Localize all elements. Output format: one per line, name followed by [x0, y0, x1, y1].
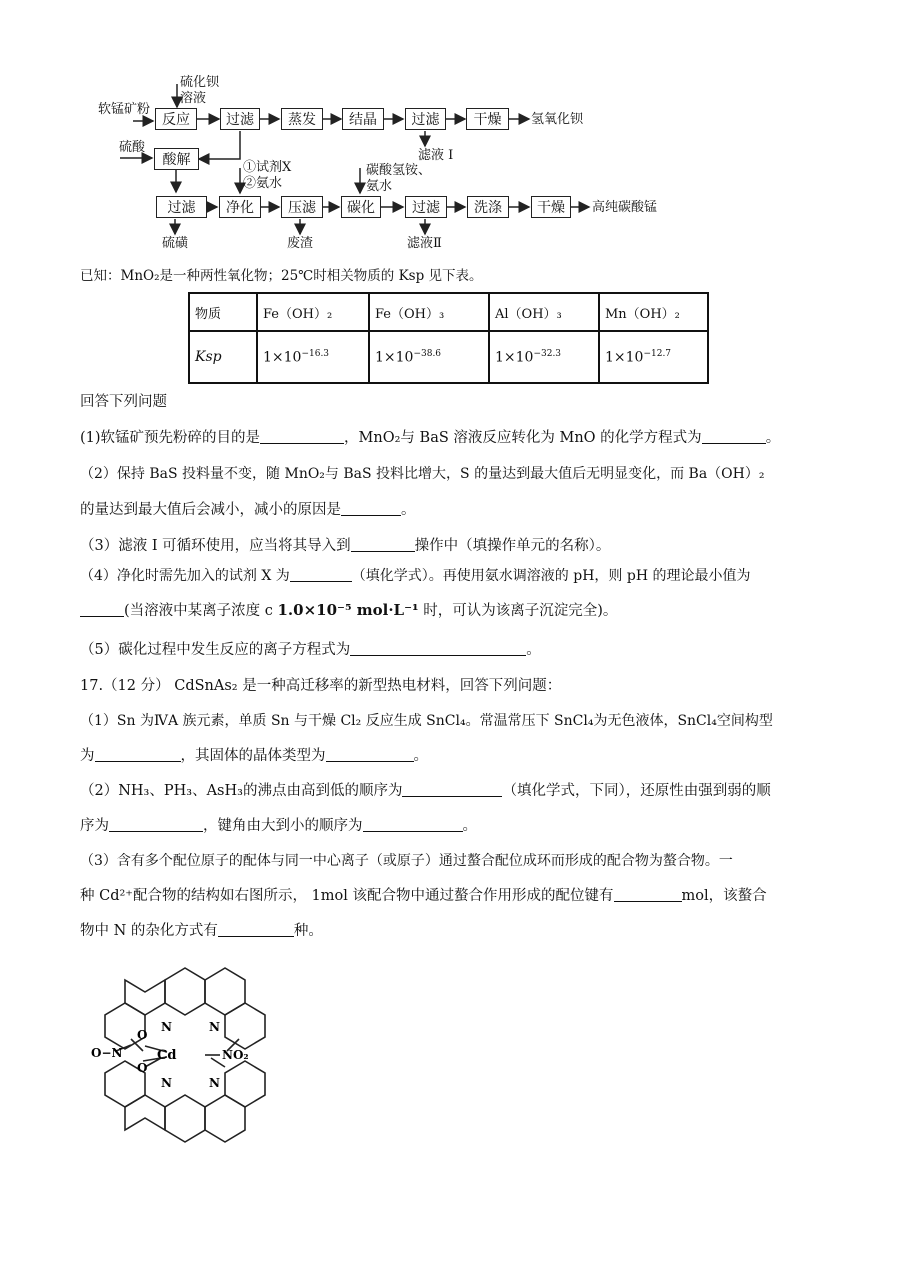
- q17-part3-line1: （3）含有多个配位原子的配体与同一中心离子（或原子）通过螯合配位成环而形成的配合物为螯合物。一: [80, 853, 733, 869]
- ksp-feoh3: $1\times 10^{-38.6}$: [369, 331, 489, 383]
- product-mnco3: 高纯碳酸锰: [592, 200, 658, 215]
- step-react: 反应: [155, 108, 197, 130]
- output-filtrate-2: 滤液Ⅱ: [407, 236, 442, 251]
- q17-part3-line3: 物中 N 的杂化方式有 种。: [80, 923, 323, 939]
- step-crystallize: 结晶: [342, 108, 384, 130]
- q16-part5: （5）碳化过程中发生反应的离子方程式为 。: [80, 642, 541, 658]
- product-baoh2: 氢氧化钡: [531, 112, 584, 127]
- section-title: 回答下列问题: [80, 394, 167, 410]
- step-dry-2: 干燥: [531, 196, 571, 218]
- q16-part2-line2: 的量达到最大值后会减小，减小的原因是 。: [80, 502, 416, 518]
- step-press-filter: 压滤: [281, 196, 323, 218]
- ksp-aloh3: $1\times 10^{-32.3}$: [489, 331, 599, 383]
- known-line: 已知：MnO₂是一种两性氧化物；25℃时相关物质的 Ksp 见下表。: [80, 268, 483, 284]
- q16-part2-line1: （2）保持 BaS 投料量不变，随 MnO₂与 BaS 投料比增大，S 的量达到最大值后无明显变化，而 Ba（OH）₂: [80, 466, 765, 482]
- atom-cd: Cd: [157, 1048, 177, 1063]
- table-header-feoh2: Fe（OH）₂: [257, 293, 369, 331]
- q17-head: 17.（12 分） CdSnAs₂ 是一种高迁移率的新型热电材料，回答下列问题：: [80, 678, 562, 694]
- atom-n-3: N: [161, 1076, 172, 1090]
- q16-part1: (1)软锰矿预先粉碎的目的是 ，MnO₂与 BaS 溶液反应转化为 MnO 的化学方程式为 。: [80, 430, 781, 446]
- step-acidolysis: 酸解: [154, 148, 199, 170]
- q16-part4-line2: (当溶液中某离子浓度 c 1.0×10⁻⁵ mol·L⁻¹ 时，可认为该离子沉淀完全)。: [80, 600, 617, 621]
- atom-n-4: N: [209, 1076, 220, 1090]
- cd-complex-structure: [85, 955, 285, 1155]
- step-carbonize: 碳化: [341, 196, 381, 218]
- atom-ono: O−N: [91, 1046, 123, 1060]
- step-filter-2: 过滤: [405, 108, 446, 130]
- q17-part3-line2: 种 Cd²⁺配合物的结构如右图所示， 1mol 该配合物中通过螯合作用形成的配位键有 mol，该螯合: [80, 888, 767, 904]
- table-header-feoh3: Fe（OH）₃: [369, 293, 489, 331]
- table-header-mnoh2: Mn（OH）₂: [599, 293, 708, 331]
- q17-part2-line1: （2）NH₃、PH₃、AsH₃的沸点由高到低的顺序为 （填化学式，下同），还原性由强到弱的顺: [80, 783, 771, 799]
- output-sulfur: 硫磺: [162, 236, 189, 251]
- ksp-table: [188, 292, 709, 384]
- output-residue: 废渣: [287, 236, 314, 251]
- q16-part3: （3）滤液 I 可循环使用，应当将其导入到 操作中（填操作单元的名称）。: [80, 538, 611, 554]
- group-no2: NO₂: [222, 1048, 249, 1062]
- q16-part4-line1: （4）净化时需先加入的试剂 X 为 （填化学式）。再使用氨水调溶液的 pH，则 pH 的理论最小值为: [80, 568, 751, 584]
- flowchart-arrows: [0, 0, 900, 260]
- step-dry-1: 干燥: [466, 108, 509, 130]
- q17-part2-line2: 序为 ，键角由大到小的顺序为 。: [80, 818, 477, 834]
- step-evaporate: 蒸发: [281, 108, 323, 130]
- step-purify: 净化: [219, 196, 261, 218]
- ksp-feoh2: $1\times 10^{-16.3}$: [257, 331, 369, 383]
- q17-part1-line2: 为 ，其固体的晶体类型为 。: [80, 748, 428, 764]
- atom-n-2: N: [209, 1020, 220, 1034]
- atom-n-1: N: [161, 1020, 172, 1034]
- q17-part1-line1: （1）Sn 为ⅣA 族元素，单质 Sn 与干燥 Cl₂ 反应生成 SnCl₄。常温常压下 SnCl₄为无色液体，SnCl₄空间构型: [80, 713, 773, 729]
- reagent-label-1: ①试剂X: [243, 160, 292, 175]
- carbon-label-1: 碳酸氢铵、: [366, 163, 432, 178]
- table-row-label: Ksp: [189, 331, 257, 383]
- ksp-mnoh2: $1\times 10^{-12.7}$: [599, 331, 708, 383]
- table-header-aloh3: Al（OH）₃: [489, 293, 599, 331]
- step-filter-4: 过滤: [405, 196, 447, 218]
- bas-input-label-1: 硫化钡: [180, 75, 220, 90]
- step-wash: 洗涤: [467, 196, 509, 218]
- step-filter-3: 过滤: [156, 196, 207, 218]
- atom-o-lower: O: [137, 1061, 148, 1075]
- acid-input-label: 硫酸: [119, 140, 146, 155]
- bas-input-label-2: 溶液: [180, 91, 207, 106]
- step-filter-1: 过滤: [220, 108, 260, 130]
- filtrate-1-label: 滤液 I: [418, 148, 454, 163]
- table-header-substance: 物质: [189, 293, 257, 331]
- ore-input-label: 软锰矿粉: [98, 102, 151, 117]
- carbon-label-2: 氨水: [366, 179, 393, 194]
- reagent-label-2: ②氨水: [243, 176, 283, 191]
- atom-o-upper: O: [137, 1028, 148, 1042]
